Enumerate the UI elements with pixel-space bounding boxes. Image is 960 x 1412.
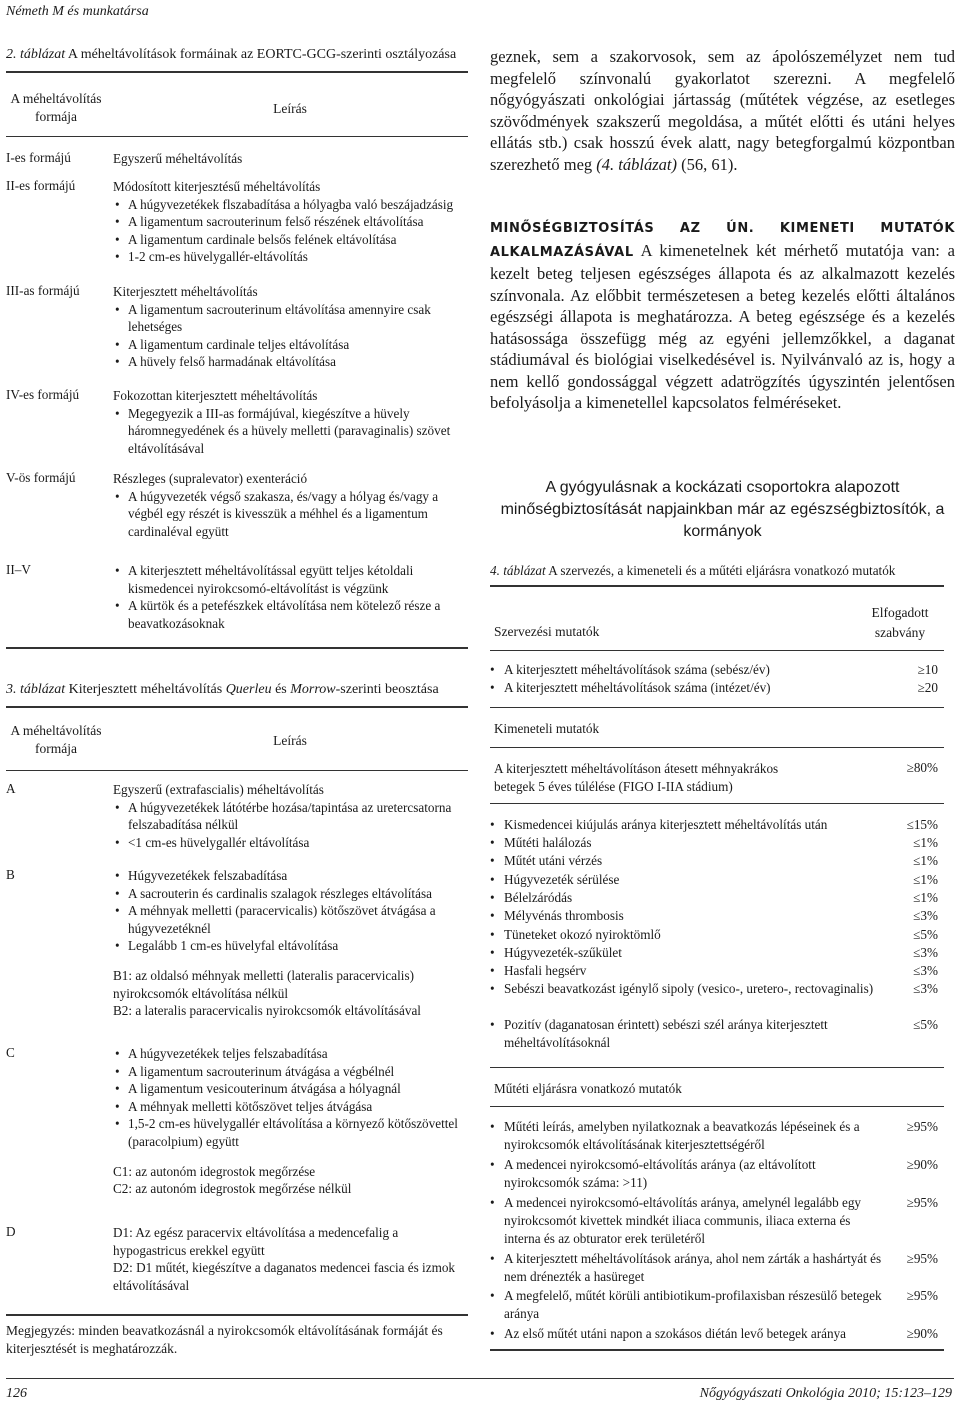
section-heading: MINŐSÉGBIZTOSÍTÁS AZ ÚN. KIMENETI MUTATÓK ALKALMAZÁSÁVAL <box>490 221 955 260</box>
table3-desc-b <box>113 867 468 1020</box>
table4-caption <box>490 563 895 579</box>
table3-caption-text: és <box>275 682 287 697</box>
table3-top-rule <box>6 706 468 708</box>
table4-row-value: ≤1% <box>913 872 938 887</box>
table4-row-text: • Mélyvénás thrombosis <box>490 907 884 925</box>
table2-desc <box>113 150 468 168</box>
table3-desc-c <box>113 1045 468 1198</box>
table3-bullet: • A húgyvezetékek látótérbe hozása/tapintása az uretercsatorna felszabadítása nélkül <box>113 799 468 834</box>
table4-row-text: • Hasfali hegsérv <box>490 962 884 980</box>
table2-bullet: • A húgyvezetékek flszabadítása a hólyagba való beszájadzásig <box>113 196 468 214</box>
table4-row-text: • Műtét utáni vérzés <box>490 852 884 870</box>
table4-row-value: ≤1% <box>913 835 938 850</box>
table3-bullet: • A sacrouterin és cardinalis szalagok részleges eltávolítása <box>113 885 468 903</box>
table2-row-title: Kiterjesztett méheltávolítás <box>113 284 258 299</box>
table4-row-value: ≥90% <box>906 1326 938 1341</box>
table4-row <box>490 1016 944 1052</box>
table-reference: (4. táblázat) <box>596 154 677 174</box>
table4-row-value: ≥90% <box>906 1157 938 1172</box>
table4-row-value: ≥95% <box>906 1251 938 1266</box>
table3-bottom-rule <box>6 1314 468 1316</box>
table3-form-label: A <box>6 781 16 796</box>
table4-caption-prefix: 4. táblázat <box>490 563 546 578</box>
body-text: A kimenetelnek két mérhető mutatója van: a kezelt beteg teljesen egészséges állapota és az alkalmazott kezelés színvonala. Az előbbit természetesen a beteg kezelés előtti általános egészségi állapota is meghatározza. A beteg egészsége és a kezelés hatásossága összefügg még az egyéni jellemzőkkel, a daganat stádiumával és biológiai viselkedésével is. Nyilvánvaló az is, hogy a nem kellő gondossággal végzett adatrögzítés úgyszintén jelentősen befolyásolja a kimenetellel kapcsolatos felméréseket. <box>490 240 956 412</box>
body-paragraph-2 <box>490 216 955 414</box>
table2-header-rule <box>6 136 468 137</box>
table3-caption-author: Querleu <box>225 682 272 697</box>
table4-row-text: • A kiterjesztett méheltávolítások aránya, ahol nem zárták a hashártyát és nem drénezték a hasüreget <box>490 1250 884 1286</box>
body-paragraph-1 <box>490 46 955 175</box>
table3-desc-a <box>113 781 468 851</box>
table4-rule <box>490 803 944 804</box>
table3-subtype: C1: az autonóm idegrostok megőrzése <box>113 1163 316 1179</box>
table4-rule <box>490 747 944 748</box>
table4-row <box>490 1325 944 1343</box>
table3-subtype: D2: D1 műtét, kiegészítve a daganatos medencei fascia és izmok eltávolításával <box>113 1260 456 1293</box>
table4-col2-header: Elfogadott szabvány <box>871 605 929 640</box>
table2-form-label: II-es formájú <box>6 178 76 193</box>
table2-top-rule <box>6 71 468 73</box>
table4-row <box>490 679 944 697</box>
footer-rule <box>6 1378 954 1379</box>
table2-bullet: • Megegyezik a III-as formájúval, kiegészítve a hüvely háromnegyedének és a hüvely melletti (paravaginalis) szövet eltávolításával <box>113 405 468 458</box>
table2-bullet: • A húgyvezeték végső szakasza, és/vagy a hólyag és/vagy a végbél egy részét is kivesszük a méhhel és a ligamentum cardinaléval együtt <box>113 488 468 541</box>
table3-bullet: • Húgyvezetékek felszabadítása <box>113 867 468 885</box>
table4-header-rule <box>490 650 944 651</box>
table4-row <box>490 834 944 852</box>
table2-caption <box>6 47 456 63</box>
table3-caption-text: Kiterjesztett méheltávolítás <box>68 682 223 697</box>
table4-top-rule <box>490 585 944 587</box>
table4-row-value: ≥95% <box>906 1119 938 1134</box>
table2-row-title: Módosított kiterjesztésű méheltávolítás <box>113 179 321 194</box>
table2-desc <box>113 470 468 540</box>
table3-caption-prefix: 3. táblázat <box>6 682 66 697</box>
table3-caption <box>6 682 439 698</box>
table4-rule <box>490 707 944 708</box>
table3-bullet: • A méhnyak melletti (paracervicalis) kötőszövet átvágása a húgyvezetéknél <box>113 902 468 937</box>
table4-outcome-main-value: ≥80% <box>906 760 938 775</box>
table4-caption-text: A szervezés, a kimeneteli és a műtéti eljárásra vonatkozó mutatók <box>548 563 896 578</box>
table4-row-text: • A medencei nyirokcsomó-eltávolítás aránya (az eltávolított nyirokcsomók száma: >11) <box>490 1156 884 1192</box>
page-number: 126 <box>6 1386 27 1401</box>
table4-row <box>490 889 944 907</box>
table3-col2-header: Leírás <box>273 733 307 748</box>
table4-row-text: • Pozitív (daganatosan érintett) sebészi szél aránya kiterjesztett méheltávolításoknál <box>490 1016 884 1052</box>
table4-row-text: • A medencei nyirokcsomó-eltávolítás aránya, amelynél legalább egy nyirokcsomót kivettek mindkét iliaca communis, iliaca externa és interna és az obturator erek területéről <box>490 1194 884 1248</box>
table2-form-label: I-es formájú <box>6 150 71 165</box>
table4-row-value: ≤5% <box>913 1017 938 1032</box>
table3-bullet: • A húgyvezetékek teljes felszabadítása <box>113 1045 468 1063</box>
table3-form-label: C <box>6 1045 15 1060</box>
table3-caption-text: -szerinti beosztása <box>335 682 439 697</box>
table2-desc <box>113 283 468 371</box>
table4-row-text: • Kismedencei kiújulás aránya kiterjesztett méheltávolítás után <box>490 816 884 834</box>
table4-row-value: ≤1% <box>913 890 938 905</box>
table4-row-value: ≤3% <box>913 981 938 996</box>
table2-caption-prefix: 2. táblázat <box>6 47 66 62</box>
table3-caption-author: Morrow <box>290 682 336 697</box>
table2-desc <box>113 562 468 632</box>
table4-col1-header: Szervezési mutatók <box>494 624 600 639</box>
table3-note: Megjegyzés: minden beavatkozásnál a nyirokcsomók eltávolításának formáját és kiterjesztését is meghatározzák. <box>6 1323 443 1356</box>
table4-row <box>490 962 944 980</box>
table2-row-title: Részleges (supralevator) exenteráció <box>113 471 308 486</box>
table2-form-label: II–V <box>6 562 31 577</box>
table3-form-label: D <box>6 1224 16 1239</box>
table3-subtype: B1: az oldalsó méhnyak melletti (lateralis paracervicalis) nyirokcsomók eltávolítása nélkül <box>113 967 414 1001</box>
table3-col1-header: A méheltávolítás formája <box>10 723 102 756</box>
table4-row <box>490 1194 944 1248</box>
table3-bullet: • A ligamentum vesicouterinum átvágása a hólyagnál <box>113 1080 468 1098</box>
table2-col2-header: Leírás <box>273 101 307 116</box>
table4-row-text: • Műtéti halálozás <box>490 834 884 852</box>
table4-rule <box>490 1106 944 1107</box>
table2-bottom-rule <box>6 647 468 649</box>
table4-row-text: • A megfelelő, műtét körüli antibiotikum-profilaxisban részesülő betegek aránya <box>490 1287 884 1323</box>
table3-row-title: Egyszerű (extrafascialis) méheltávolítás <box>113 782 324 797</box>
table2-bullet: • 1-2 cm-es hüvelygallér-eltávolítás <box>113 248 468 266</box>
table2-bullet: • A ligamentum sacrouterinum felső részének eltávolítása <box>113 213 468 231</box>
body-text: (56, 61). <box>681 154 738 174</box>
table4-row-text: • Húgyvezeték-szűkület <box>490 944 884 962</box>
table2-col1-header: A méheltávolítás formája <box>10 91 102 124</box>
table4-row <box>490 661 944 679</box>
table4-row <box>490 926 944 944</box>
table2-bullet: • A kürtök és a petefészkek eltávolítása nem kötelező része a beavatkozásoknak <box>113 597 468 632</box>
table4-row-text: • Sebészi beavatkozást igénylő sipoly (vesico-, uretero-, rectovaginalis) <box>490 980 884 998</box>
table4-bottom-rule <box>490 1349 944 1351</box>
table3-subtype: B2: a lateralis paracervicalis nyirokcsomók eltávolításával <box>113 1003 421 1019</box>
table3-desc-d <box>113 1224 468 1294</box>
table4-row-value: ≤3% <box>913 963 938 978</box>
table4-row-text: • Az első műtét utáni napon a szokásos diétán levő betegek aránya <box>490 1325 884 1343</box>
table4-row-text: • A kiterjesztett méheltávolítások száma (intézet/év) <box>490 679 884 697</box>
table3-bullet: • <1 cm-es hüvelygallér eltávolítása <box>113 834 468 852</box>
table4-row <box>490 980 944 998</box>
table4-section-header: Kimeneteli mutatók <box>494 721 600 736</box>
table4-outcome-main-text: A kiterjesztett méheltávolításon átesett méhnyakrákos betegek 5 éves túlélése (FIGO I-IIA stádium) <box>494 761 779 794</box>
table4-row <box>490 1156 944 1192</box>
table2-form-label: IV-es formájú <box>6 387 80 402</box>
table4-row-value: ≤5% <box>913 927 938 942</box>
pull-quote: A gyógyulásnak a kockázati csoportokra alapozott minőségbiztosítását napjainkban már az egészségbiztosítók, a kormányok <box>500 479 945 540</box>
table3-bullet: • A méhnyak melletti kötőszövet teljes átvágása <box>113 1098 468 1116</box>
table4-row-value: ≥10 <box>917 662 938 677</box>
table4-row-text: • Húgyvezeték sérülése <box>490 871 884 889</box>
table2-row-title: Fokozottan kiterjesztett méheltávolítás <box>113 388 318 403</box>
table2-bullet: • A ligamentum cardinale belsős felének eltávolítása <box>113 231 468 249</box>
table4-row <box>490 816 944 834</box>
table2-form-label: III-as formájú <box>6 283 80 298</box>
table3-header-rule <box>6 770 468 771</box>
table3-bullet: • A ligamentum sacrouterinum átvágása a végbélnél <box>113 1063 468 1081</box>
table4-rule <box>490 1067 944 1068</box>
table4-row <box>490 1287 944 1323</box>
table2-caption-text: A méheltávolítások formáinak az EORTC-GCG-szerinti osztályozása <box>67 47 457 62</box>
table4-row <box>490 944 944 962</box>
table2-bullet: • A ligamentum cardinale teljes eltávolítása <box>113 336 468 354</box>
table4-row-text: • Műtéti leírás, amelyben nyilatkoznak a beavatkozás lépéseinek és a nyirokcsomók eltávolításának kiterjesztettségéről <box>490 1118 884 1154</box>
table2-bullet: • A ligamentum sacrouterinum eltávolítása amennyire csak lehetséges <box>113 301 468 336</box>
table2-bullet: • A kiterjesztett méheltávolítással együtt teljes kétoldali kismedencei nyirokcsomó-eltávolítást is végzünk <box>113 562 468 597</box>
table4-row <box>490 1250 944 1286</box>
table4-row-value: ≥20 <box>917 680 938 695</box>
table4-row <box>490 907 944 925</box>
table3-subtype: C2: az autonóm idegrostok megőrzése nélkül <box>113 1181 352 1197</box>
table4-row-value: ≤1% <box>913 853 938 868</box>
table3-bullet: • 1,5-2 cm-es hüvelygallér eltávolítása a környező kötőszövettel (paracolpium) együtt <box>113 1115 468 1150</box>
table2-desc <box>113 178 468 266</box>
body-text: geznek, sem a szakorvosok, sem az ápolószemélyzet nem tud megfelelő színvonalú gyakorlatot szerezni. A megfelelő nőgyógyászati onkológiai jártasság (műtétek végzése, az esetleges szövődmények szakszerű megoldása, a műtét előtti és utáni helyes ellátás stb.) csak hosszú évek alatt, nagy betegforgalmú központban szerezhető meg <box>490 47 955 174</box>
table4-row-text: • A kiterjesztett méheltávolítások száma (sebész/év) <box>490 661 884 679</box>
table4-row-value: ≤15% <box>906 817 938 832</box>
table3-bullet: • Legalább 1 cm-es hüvelyfal eltávolítása <box>113 937 468 955</box>
table2-desc <box>113 387 468 457</box>
table4-row-value: ≥95% <box>906 1195 938 1210</box>
table2-bullet: • A hüvely felső harmadának eltávolítása <box>113 353 468 371</box>
table4-row <box>490 1118 944 1154</box>
table4-row-value: ≤3% <box>913 945 938 960</box>
table4-row-value: ≤3% <box>913 908 938 923</box>
journal-citation: Nőgyógyászati Onkológia 2010; 15:123–129 <box>699 1386 952 1401</box>
table4-row-value: ≥95% <box>906 1288 938 1303</box>
table2-form-label: V-ös formájú <box>6 470 76 485</box>
table3-subtype: D1: Az egész paracervix eltávolítása a medencefalig a hypogastricus erekkel együtt <box>113 1225 399 1258</box>
running-head: Németh M és munkatársa <box>6 4 149 19</box>
table2-row-title: Egyszerű méheltávolítás <box>113 151 243 166</box>
table3-form-label: B <box>6 867 15 882</box>
table4-row <box>490 871 944 889</box>
table4-section-header: Műtéti eljárásra vonatkozó mutatók <box>494 1081 682 1096</box>
table4-row-text: • Tüneteket okozó nyiroktömlő <box>490 926 884 944</box>
table4-row-text: • Bélelzáródás <box>490 889 884 907</box>
table4-row <box>490 852 944 870</box>
